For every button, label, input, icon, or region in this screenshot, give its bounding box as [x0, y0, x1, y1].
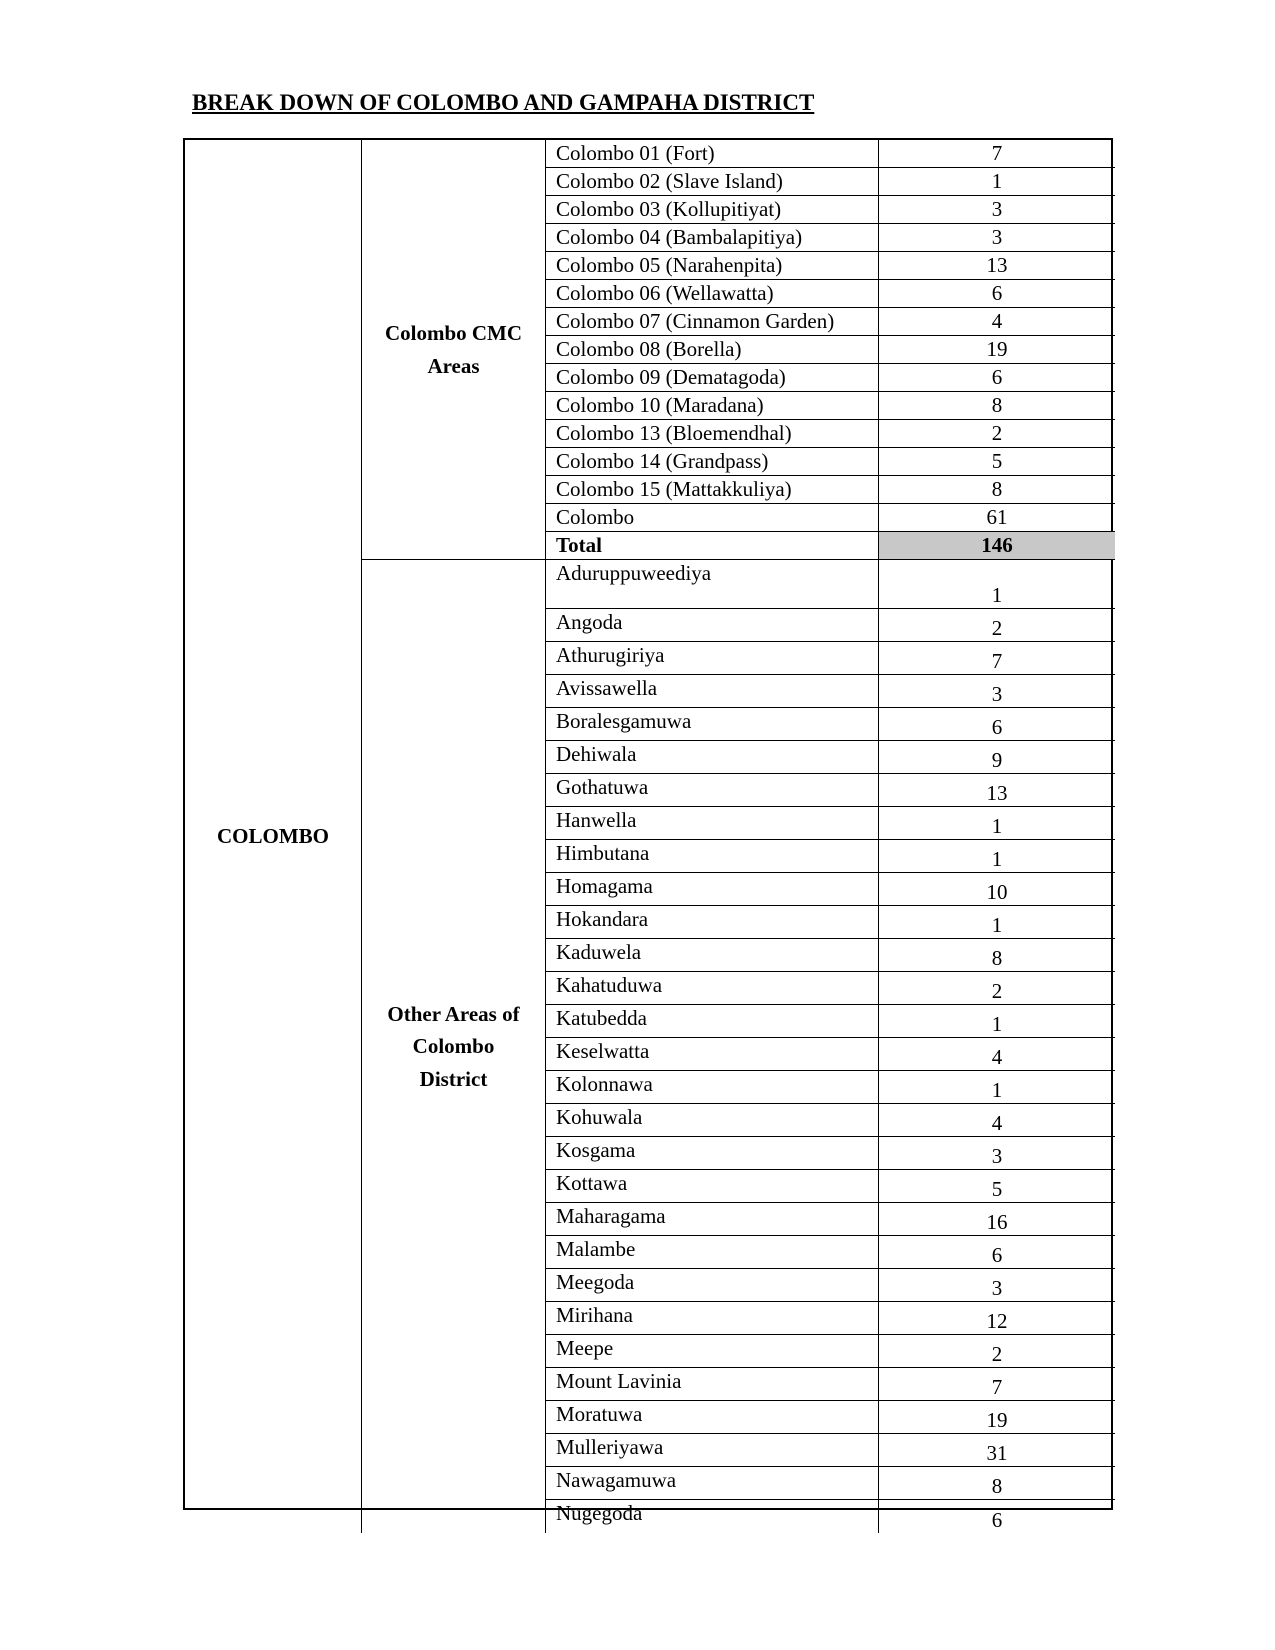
area-count: 3 [879, 196, 1115, 224]
area-name: Meepe [546, 1335, 879, 1368]
area-name: Avissawella [546, 675, 879, 708]
area-name: Malambe [546, 1236, 879, 1269]
area-count: 19 [879, 336, 1115, 364]
breakdown-table [183, 138, 1113, 1532]
area-name: Kaduwela [546, 939, 879, 972]
area-count: 16 [879, 1203, 1115, 1236]
area-name: Colombo 07 (Cinnamon Garden) [546, 308, 879, 336]
total-label: Total [546, 532, 879, 560]
area-name: Mirihana [546, 1302, 879, 1335]
area-count: 31 [879, 1434, 1115, 1467]
area-name: Kolonnawa [546, 1071, 879, 1104]
area-count: 1 [879, 807, 1115, 840]
area-name: Katubedda [546, 1005, 879, 1038]
area-name: Angoda [546, 609, 879, 642]
area-name: Hokandara [546, 906, 879, 939]
area-count: 1 [879, 840, 1115, 873]
area-name: Colombo 15 (Mattakkuliya) [546, 476, 879, 504]
page-title: BREAK DOWN OF COLOMBO AND GAMPAHA DISTRICT [192, 90, 815, 115]
area-count: 12 [879, 1302, 1115, 1335]
area-name: Himbutana [546, 840, 879, 873]
area-name: Colombo 04 (Bambalapitiya) [546, 224, 879, 252]
area-count: 8 [879, 476, 1115, 504]
area-count: 7 [879, 140, 1115, 168]
area-count: 19 [879, 1401, 1115, 1434]
area-name: Kahatuduwa [546, 972, 879, 1005]
total-count: 146 [879, 532, 1115, 560]
area-count: 13 [879, 774, 1115, 807]
area-name: Dehiwala [546, 741, 879, 774]
area-count: 1 [879, 1005, 1115, 1038]
area-count: 8 [879, 1467, 1115, 1500]
area-count: 1 [879, 1071, 1115, 1104]
area-count: 4 [879, 1038, 1115, 1071]
area-name: Homagama [546, 873, 879, 906]
area-name: Nawagamuwa [546, 1467, 879, 1500]
area-count: 6 [879, 1236, 1115, 1269]
area-count: 3 [879, 1269, 1115, 1302]
area-count: 5 [879, 448, 1115, 476]
area-count: 6 [879, 280, 1115, 308]
area-name: Colombo 02 (Slave Island) [546, 168, 879, 196]
area-count: 6 [879, 364, 1115, 392]
area-count: 2 [879, 420, 1115, 448]
group-label-text: Other Areas of Colombo District [387, 1001, 520, 1091]
area-count: 1 [879, 168, 1115, 196]
area-count: 4 [879, 308, 1115, 336]
area-count: 4 [879, 1104, 1115, 1137]
area-name: Meegoda [546, 1269, 879, 1302]
area-name: Kottawa [546, 1170, 879, 1203]
area-name: Colombo 09 (Dematagoda) [546, 364, 879, 392]
area-count: 1 [879, 560, 1115, 609]
area-name: Colombo 06 (Wellawatta) [546, 280, 879, 308]
area-count: 9 [879, 741, 1115, 774]
area-name: Mulleriyawa [546, 1434, 879, 1467]
area-count: 1 [879, 906, 1115, 939]
area-name: Colombo 13 (Bloemendhal) [546, 420, 879, 448]
area-name: Colombo [546, 504, 879, 532]
area-name: Maharagama [546, 1203, 879, 1236]
area-count: 61 [879, 504, 1115, 532]
area-count: 6 [991, 1508, 1003, 1532]
area-name: Athurugiriya [546, 642, 879, 675]
area-count: 3 [879, 1137, 1115, 1170]
area-name: Nugegoda [546, 1500, 879, 1533]
area-name: Colombo 14 (Grandpass) [546, 448, 879, 476]
area-name: Colombo 03 (Kollupitiyat) [546, 196, 879, 224]
area-name: Moratuwa [546, 1401, 879, 1434]
area-count: 2 [879, 972, 1115, 1005]
area-name: Keselwatta [546, 1038, 879, 1071]
group-label-other-areas [362, 560, 546, 1533]
area-name: Kosgama [546, 1137, 879, 1170]
group-label-text: Colombo CMC Areas [384, 320, 523, 378]
area-count: 8 [879, 939, 1115, 972]
area-count: 2 [879, 609, 1115, 642]
area-name: Gothatuwa [546, 774, 879, 807]
area-count: 3 [879, 224, 1115, 252]
area-name: Hanwella [546, 807, 879, 840]
area-name: Colombo 10 (Maradana) [546, 392, 879, 420]
area-name: Kohuwala [546, 1104, 879, 1137]
area-count: 7 [879, 642, 1115, 675]
area-name: Colombo 08 (Borella) [546, 336, 879, 364]
area-count: 10 [879, 873, 1115, 906]
area-name: Mount Lavinia [546, 1368, 879, 1401]
area-count: 13 [879, 252, 1115, 280]
area-count: 7 [879, 1368, 1115, 1401]
area-name: Boralesgamuwa [546, 708, 879, 741]
area-name: Colombo 01 (Fort) [546, 140, 879, 168]
region-cell: COLOMBO [185, 140, 362, 1533]
area-count: 3 [879, 675, 1115, 708]
area-count: 8 [879, 392, 1115, 420]
area-count: 2 [879, 1335, 1115, 1368]
area-count: 5 [879, 1170, 1115, 1203]
area-name: Colombo 05 (Narahenpita) [546, 252, 879, 280]
area-name: Aduruppuweediya [546, 560, 879, 609]
group-label-colombo-cmc [362, 140, 546, 560]
area-count: 6 [879, 708, 1115, 741]
